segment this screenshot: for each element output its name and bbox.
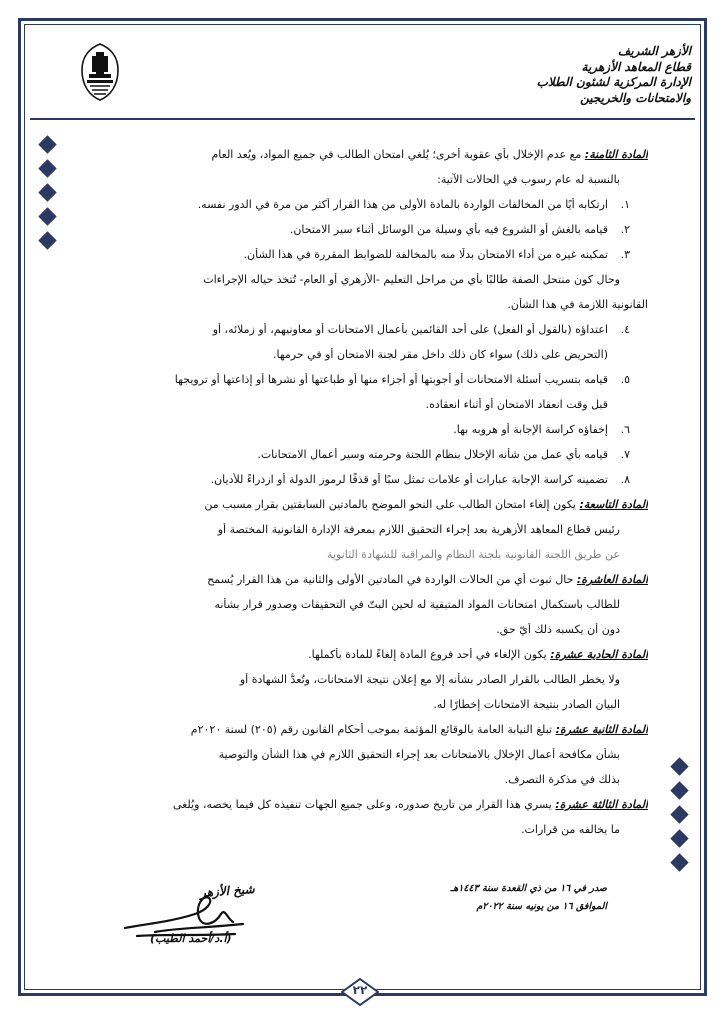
diamond-icon	[38, 183, 56, 201]
decree-body	[72, 148, 648, 848]
diamond-icon	[670, 805, 688, 823]
article-eleventh	[72, 648, 648, 662]
org-line: الأزهر الشريف	[617, 44, 691, 58]
list-item: ٤.اعتداؤه (بالقول أو الفعل) على أحد القائمين بأعمال الامتحانات أو معاونيهم، أو زملائه، أو	[212, 323, 630, 336]
article-eighth	[72, 148, 648, 162]
article-text: وحال كون منتحل الصفة طالبًا بأي من مراحل التعليم -الأزهري أو العام- تُتخذ حياله الإجراءات	[203, 273, 620, 286]
article-label: المادة الثانية عشرة:	[555, 723, 648, 736]
issue-date-gregorian: الموافق ١٦ من يونيه سنة ٢٠٢٢م	[476, 901, 607, 912]
diamond-icon	[670, 781, 688, 799]
article-text: حال ثبوت أي من الحالات الواردة في المادتين الأولى والثانية من هذا القرار يُسمح	[207, 573, 574, 586]
article-text: عن طريق اللجنة القانونية بلجنة النظام والمراقبة للشهادة الثانوية	[327, 548, 620, 561]
article-text: ما يخالفه من قرارات.	[521, 823, 620, 836]
article-text: البيان الصادر بنتيجة الامتحانات إخطارًا له.	[433, 698, 620, 711]
letterhead	[30, 38, 695, 120]
issue-date-hijri: صدر في ١٦ من ذي القعدة سنة ١٤٤٣هـ	[450, 883, 607, 894]
article-text: القانونية اللازمة في هذا الشأن.	[507, 298, 648, 311]
article-text: ولا يخطر الطالب بالقرار الصادر بشأنه إلا مع إعلان نتيجة الامتحانات، وتُعدُّ الشهادة أو	[239, 673, 620, 686]
signatory-title: شيخ الأزهر	[199, 882, 255, 900]
article-text: مع عدم الإخلال بأي عقوبة أخرى؛ يُلغي امتحان الطالب في جميع المواد، ويُعد العام	[211, 148, 582, 161]
list-item: ٥.قيامه بتسريب أسئلة الامتحانات أو أجوبتها أو أجزاء منها أو طباعتها أو نشرها أو إذاعتها أو ترويجها	[174, 373, 630, 386]
list-item: ١.ارتكابه أيًا من المخالفات الواردة بالمادة الأولى من هذا القرار أكثر من مرة في الدور نفسه.	[197, 198, 630, 211]
page-number: ٢٢	[352, 983, 368, 997]
diamond-icon	[38, 159, 56, 177]
article-text: بذلك في مذكرة التصرف.	[504, 773, 620, 786]
org-line: والامتحانات والخريجين	[580, 90, 691, 105]
diamond-icon	[670, 853, 688, 871]
article-text: دون أن يكسبه ذلك أيّ حق.	[496, 623, 620, 636]
article-label: المادة الحادية عشرة:	[550, 648, 648, 661]
article-text: للطالب باستكمال امتحانات المواد المتبقية له لحين البتّ في التحقيقات وصدور قرار بشأنه	[214, 598, 620, 611]
list-item: ٧.قيامه بأي عمل من شأنه الإخلال بنظام اللجنة وحرمته وسير أعمال الامتحانات.	[257, 448, 630, 461]
list-item: ٨.تضمينه كراسة الإجابة عبارات أو علامات تمثل سبًا أو قذفًا لرموز الدولة أو ازدراءً للأديان.	[210, 473, 630, 486]
diamond-icon	[670, 757, 688, 775]
list-item-continuation: (التحريض على ذلك) سواء كان ذلك داخل مقر لجنة الامتحان أو في حرمها.	[272, 348, 608, 361]
org-line: قطاع المعاهد الأزهرية	[581, 59, 691, 74]
list-item: ٦.إخفاؤه كراسة الإجابة أو هروبه بها.	[453, 423, 630, 436]
article-label: المادة العاشرة:	[576, 573, 648, 586]
article-text: يكون إلغاء امتحان الطالب على النحو الموضح بالمادتين السابقتين بقرار مسبب من	[204, 498, 576, 511]
list-item: ٢.قيامه بالغش أو الشروع فيه بأي وسيلة من الوسائل أثناء سير الامتحان.	[289, 223, 630, 236]
signatory-name: (أ.د/أحمد الطيب)	[150, 932, 232, 945]
article-text: بالنسبة له عام رسوب في الحالات الآتية:	[437, 173, 620, 186]
article-twelfth	[72, 723, 648, 737]
article-text: يكون الإلغاء في أحد فروع المادة إلغاءً للمادة بأكملها.	[308, 648, 547, 661]
issue-date	[451, 880, 608, 916]
list-item-continuation: قبل وقت انعقاد الامتحان أو أثناء انعقاده.	[425, 398, 608, 411]
right-decoration	[668, 760, 690, 880]
diamond-icon	[38, 207, 56, 225]
article-ninth	[72, 498, 648, 512]
diamond-icon	[670, 829, 688, 847]
article-text: تبلغ النيابة العامة بالوقائع المؤثمة بموجب أحكام القانون رقم (٢٠٥) لسنة ٢٠٢٠م	[190, 723, 553, 736]
article-text: بشأن مكافحة أعمال الإخلال بالامتحانات بعد إجراء التحقيق اللازم في هذا الشأن والتوصية	[218, 748, 620, 761]
header-divider	[30, 118, 695, 120]
azhar-emblem-icon	[78, 42, 122, 102]
article-label: المادة التاسعة:	[579, 498, 648, 511]
article-tenth	[72, 573, 648, 587]
article-text: يسري هذا القرار من تاريخ صدوره، وعلى جميع الجهات تنفيذه كل فيما يخصه، ويُلغى	[172, 798, 552, 811]
article-label: المادة الثالثة عشرة:	[555, 798, 648, 811]
diamond-icon	[38, 231, 56, 249]
left-decoration	[36, 138, 58, 258]
list-item: ٣.تمكينه غيره من أداء الامتحان بدلًا منه بالمخالفة للضوابط المقررة في هذا الشأن.	[243, 248, 630, 261]
org-line: الإدارة المركزية لشئون الطلاب	[536, 75, 691, 89]
organization-lines	[461, 44, 691, 106]
article-thirteenth	[72, 798, 648, 812]
article-text: رئيس قطاع المعاهد الأزهرية بعد إجراء التحقيق اللازم بمعرفة الإدارة القانونية المختصة أو	[217, 523, 620, 536]
article-label: المادة الثامنة:	[584, 148, 648, 161]
diamond-icon	[38, 135, 56, 153]
